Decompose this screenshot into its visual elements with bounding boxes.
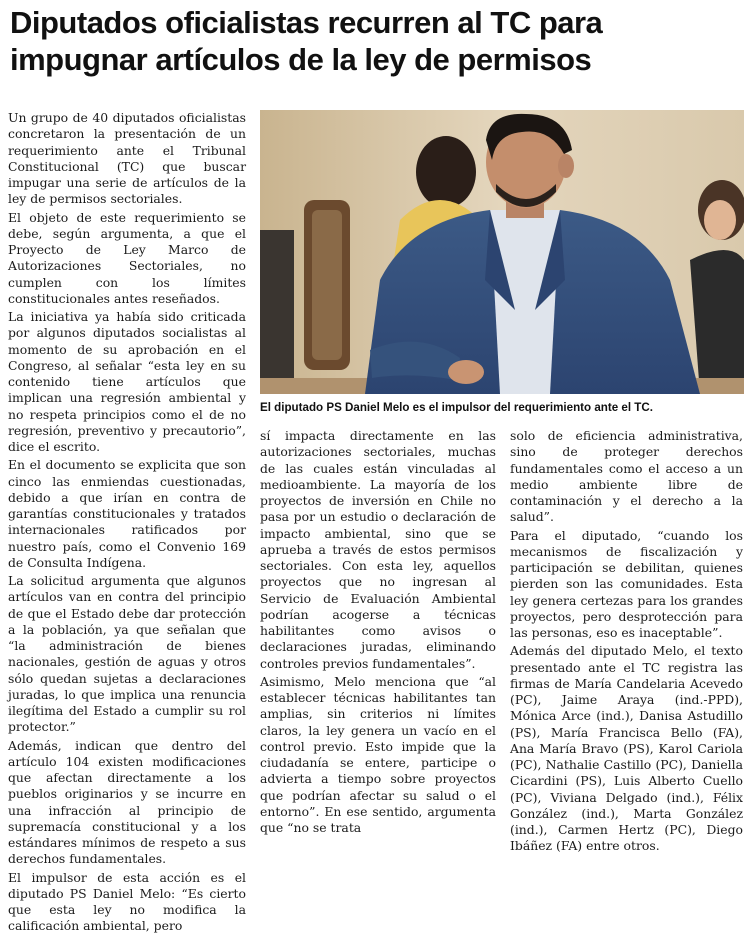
paragraph: Asimismo, Melo menciona que “al establecer técnicas habilitantes tan amplias, sin criterios ni límites claros, la ley genera un vacío en el control previo. Esto impide que la ciudadanía se entere, participe o advierta a tiempo sobre proyectos que podrían afectar su salud o el entorno”. En ese sentido, argumenta que “no se trata [260, 673, 496, 835]
paragraph: En el documento se explicita que son cinco las enmiendas cuestionadas, debido a que irían en contra de garantías constitucionales y tratados internacionales ratificados por nuestro país, como el Convenio 169 de Consulta Indígena. [8, 457, 246, 570]
paragraph: El impulsor de esta acción es el diputado PS Daniel Melo: “Es cierto que esta ley no modifica la calificación ambiental, pero [8, 869, 246, 934]
paragraph: Para el diputado, “cuando los mecanismos de fiscalización y participación se debilitan, quienes pierden son las comunidades. Esta ley genera certezas para los grandes proyectos, pero desprotección para las personas, eso es inaceptable”. [510, 527, 743, 640]
paragraph: Además del diputado Melo, el texto presentado ante el TC registra las firmas de María Candelaria Acevedo (PC), Jaime Araya (ind.-PPD), Mónica Arce (ind.), Danisa Astudillo (PS), María Francisca Bello (FA), Ana María Bravo (PS), Karol Cariola (PC), Nathalie Castillo (PC), Daniella Cicardini (PS), Luis Alberto Cuello (PC), Viviana Delgado (ind.), Félix González (ind.), Marta González (ind.), Carmen Hertz (PC), Diego Ibáñez (FA) entre otros. [510, 643, 743, 854]
paragraph: sí impacta directamente en las autorizaciones sectoriales, muchas de las cuales están vinculadas al medioambiente. La mayoría de los proyectos de inversión en Chile no pasa por un estudio o declaración de impacto ambiental, sino que se aprueba a través de estos permisos sectoriales. Con esta ley, aquellos proyectos que no ingresan al Servicio de Evaluación Ambiental podrían acogerse a técnicas habilitantes como avisos o declaraciones juradas, eliminando controles previos fundamentales”. [260, 428, 496, 671]
headline-line-2: impugnar artículos de la ley de permisos [10, 42, 592, 77]
paragraph: Un grupo de 40 diputados oficialistas concretaron la presentación de un requerimiento ante el Tribunal Constitucional (TC) que buscar impugar una serie de artículos de la ley de permisos sectoriales. [8, 110, 246, 207]
headline [10, 4, 750, 78]
column-3 [510, 428, 743, 857]
paragraph: La iniciativa ya había sido criticada por algunos diputados socialistas al momento de su aprobación en el Congreso, al señalar “esta ley en su contenido tiene artículos que implican una regresión ambiental y no respeta principios como el de no regresión, preventivo y precautorio”, dice el escrito. [8, 309, 246, 454]
column-2 [260, 428, 496, 838]
photo-caption: El diputado PS Daniel Melo es el impulsor del requerimiento ante el TC. [260, 401, 653, 414]
headline-line-1: Diputados oficialistas recurren al TC para [10, 5, 603, 40]
paragraph: La solicitud argumenta que algunos artículos van en contra del principio de que el Estado debe dar protección a la población, ya que señalan que “la administración de bienes nacionales, gestión de aguas y otros sólo quedan sujetas a declaraciones juradas, lo que implica una renuncia ilegítima del Estado a cumplir su rol protector.” [8, 573, 246, 735]
paragraph: Además, indican que dentro del artículo 104 existen modificaciones que afectan directamente a los pueblos originarios y se incurre en una infracción al principio de supremacía constitucional y a los estándares mínimos de respeto a sus derechos fundamentales. [8, 737, 246, 867]
paragraph: solo de eficiencia administrativa, sino de proteger derechos fundamentales como el acceso a un medio ambiente libre de contaminación y el derecho a la salud”. [510, 428, 743, 525]
paragraph: El objeto de este requerimiento se debe, según argumenta, a que el Proyecto de Ley Marco de Autorizaciones Sectoriales, no cumplen con los límites constitucionales antes reseñados. [8, 209, 246, 306]
article-photo [260, 110, 744, 394]
column-1 [8, 110, 246, 937]
